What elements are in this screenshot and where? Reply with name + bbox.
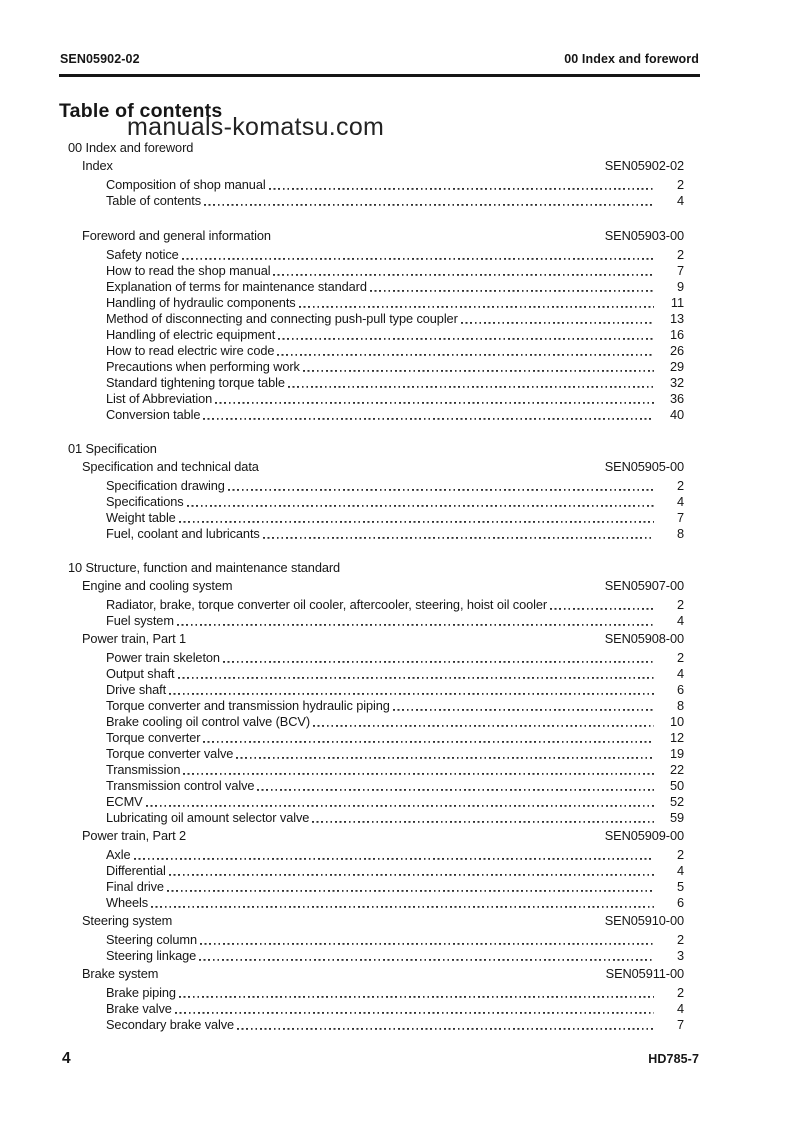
entry-label: Composition of shop manual <box>106 177 266 192</box>
entry-label: Lubricating oil amount selector valve <box>106 810 310 825</box>
entry-label: Drive shaft <box>106 682 167 697</box>
toc-entry <box>106 327 684 343</box>
chapter-code: SEN05911-00 <box>605 966 684 981</box>
watermark-text: manuals-komatsu.com <box>127 113 385 141</box>
entry-dot-leader <box>179 985 654 1001</box>
toc-section <box>60 560 684 1033</box>
entry-label: ECMV <box>106 794 143 809</box>
chapter-row <box>82 828 684 844</box>
entry-dot-leader <box>299 295 654 311</box>
footer-page-number: 4 <box>62 1050 71 1067</box>
entry-page-number: 2 <box>676 478 684 493</box>
toc-entry <box>106 863 684 879</box>
chapter-row <box>82 966 684 982</box>
toc-entry <box>106 526 684 542</box>
entry-label: Brake valve <box>106 1001 172 1016</box>
entry-dot-leader <box>146 794 654 810</box>
toc-entry <box>106 177 684 193</box>
entry-label: Wheels <box>106 895 149 910</box>
entry-page-number: 13 <box>669 311 684 326</box>
entry-page-number: 3 <box>676 948 684 963</box>
toc-entry <box>106 375 684 391</box>
entry-dot-leader <box>370 279 654 295</box>
toc-entry <box>106 359 684 375</box>
entry-dot-leader <box>179 510 654 526</box>
toc-entry <box>106 407 684 423</box>
chapter-title: Foreword and general information <box>82 228 271 243</box>
entry-dot-leader <box>313 714 654 730</box>
toc-entry <box>106 762 684 778</box>
page-header <box>60 52 699 66</box>
entry-dot-leader <box>178 666 654 682</box>
toc-entry <box>106 295 684 311</box>
entry-page-number: 8 <box>676 698 684 713</box>
entry-page-number: 4 <box>676 193 684 208</box>
entry-page-number: 36 <box>669 391 684 406</box>
chapter-code: SEN05902-02 <box>604 158 684 173</box>
entry-page-number: 50 <box>669 778 684 793</box>
entry-dot-leader <box>177 613 654 629</box>
toc-entry <box>106 746 684 762</box>
entry-dot-leader <box>288 375 654 391</box>
entry-label: Conversion table <box>106 407 201 422</box>
entry-page-number: 2 <box>676 985 684 1000</box>
toc-entry <box>106 948 684 964</box>
chapter-row <box>82 158 684 174</box>
entry-page-number: 2 <box>676 177 684 192</box>
footer-model-code: HD785-7 <box>648 1052 699 1066</box>
entry-label: Specifications <box>106 494 184 509</box>
chapter-title: Engine and cooling system <box>82 578 233 593</box>
entry-page-number: 2 <box>676 650 684 665</box>
toc-entry <box>106 879 684 895</box>
page-footer <box>60 1050 699 1068</box>
section-label: 01 Specification <box>68 441 157 456</box>
entry-dot-leader <box>228 478 654 494</box>
toc <box>60 140 684 1033</box>
entry-dot-leader <box>393 698 654 714</box>
entry-page-number: 9 <box>676 279 684 294</box>
entry-label: Fuel, coolant and lubricants <box>106 526 260 541</box>
entry-page-number: 4 <box>676 1001 684 1016</box>
entry-label: Differential <box>106 863 166 878</box>
chapter-row <box>82 631 684 647</box>
chapter-row <box>82 228 684 244</box>
entry-page-number: 8 <box>676 526 684 541</box>
chapter-row <box>82 913 684 929</box>
entry-page-number: 10 <box>669 714 684 729</box>
entry-page-number: 7 <box>676 263 684 278</box>
toc-entry <box>106 247 684 263</box>
toc-entry <box>106 311 684 327</box>
toc-entry <box>106 650 684 666</box>
chapter-code: SEN05903-00 <box>604 228 684 243</box>
entry-page-number: 2 <box>676 597 684 612</box>
toc-entry <box>106 714 684 730</box>
entry-page-number: 2 <box>676 932 684 947</box>
entry-page-number: 7 <box>676 510 684 525</box>
entry-page-number: 12 <box>669 730 684 745</box>
toc-entry <box>106 1017 684 1033</box>
toc-entry <box>106 1001 684 1017</box>
section-label: 00 Index and foreword <box>68 140 194 155</box>
entry-label: Radiator, brake, torque converter oil cooler, aftercooler, steering, hoist oil cooler <box>106 597 548 612</box>
entry-page-number: 6 <box>676 895 684 910</box>
header-section-title: 00 Index and foreword <box>564 52 699 66</box>
toc-section <box>60 441 684 542</box>
toc-entry <box>106 847 684 863</box>
entry-label: Steering column <box>106 932 197 947</box>
toc-entry <box>106 810 684 826</box>
entry-page-number: 2 <box>676 847 684 862</box>
entry-label: Secondary brake valve <box>106 1017 235 1032</box>
entry-dot-leader <box>277 343 654 359</box>
entry-label: Handling of hydraulic components <box>106 295 296 310</box>
entry-page-number: 4 <box>676 613 684 628</box>
entry-label: Explanation of terms for maintenance standard <box>106 279 367 294</box>
entry-dot-leader <box>312 810 654 826</box>
toc-entry <box>106 794 684 810</box>
entry-dot-leader <box>203 407 654 423</box>
chapter-title: Brake system <box>82 966 159 981</box>
entry-page-number: 19 <box>669 746 684 761</box>
entry-dot-leader <box>550 597 654 613</box>
entry-dot-leader <box>269 177 654 193</box>
entry-page-number: 29 <box>669 359 684 374</box>
toc-entry <box>106 193 684 209</box>
entry-label: Brake piping <box>106 985 176 1000</box>
entry-label: Transmission control valve <box>106 778 255 793</box>
entry-label: How to read the shop manual <box>106 263 271 278</box>
toc-entry <box>106 510 684 526</box>
entry-dot-leader <box>200 932 654 948</box>
entry-page-number: 16 <box>669 327 684 342</box>
entry-page-number: 4 <box>676 863 684 878</box>
entry-label: Fuel system <box>106 613 174 628</box>
chapter-row <box>82 578 684 594</box>
entry-label: Torque converter valve <box>106 746 234 761</box>
entry-page-number: 26 <box>669 343 684 358</box>
entry-label: Steering linkage <box>106 948 197 963</box>
entry-dot-leader <box>204 193 654 209</box>
toc-entry <box>106 730 684 746</box>
entry-dot-leader <box>273 263 654 279</box>
chapter-title: Steering system <box>82 913 173 928</box>
toc-entry <box>106 494 684 510</box>
toc-entry <box>106 597 684 613</box>
page-title: Table of contents <box>59 100 223 122</box>
chapter-code: SEN05909-00 <box>604 828 684 843</box>
toc-entry <box>106 263 684 279</box>
toc-entry <box>106 778 684 794</box>
entry-dot-leader <box>215 391 654 407</box>
toc-entry <box>106 895 684 911</box>
toc-entry <box>106 391 684 407</box>
toc-entry <box>106 698 684 714</box>
entry-dot-leader <box>134 847 655 863</box>
toc-entry <box>106 985 684 1001</box>
toc-entry <box>106 343 684 359</box>
entry-dot-leader <box>169 682 654 698</box>
entry-dot-leader <box>461 311 654 327</box>
entry-dot-leader <box>167 879 654 895</box>
chapter-code: SEN05907-00 <box>604 578 684 593</box>
toc-entry <box>106 932 684 948</box>
entry-label: Transmission <box>106 762 181 777</box>
section-label: 10 Structure, function and maintenance standard <box>68 560 341 575</box>
entry-dot-leader <box>183 762 654 778</box>
entry-label: List of Abbreviation <box>106 391 213 406</box>
entry-dot-leader <box>175 1001 654 1017</box>
entry-page-number: 5 <box>676 879 684 894</box>
chapter-code: SEN05905-00 <box>604 459 684 474</box>
entry-label: Output shaft <box>106 666 175 681</box>
entry-dot-leader <box>237 1017 654 1033</box>
entry-dot-leader <box>236 746 654 762</box>
toc-entry <box>106 478 684 494</box>
entry-dot-leader <box>203 730 654 746</box>
chapter-row <box>82 459 684 475</box>
entry-page-number: 4 <box>676 666 684 681</box>
entry-page-number: 32 <box>669 375 684 390</box>
entry-page-number: 6 <box>676 682 684 697</box>
entry-label: Method of disconnecting and connecting push-pull type coupler <box>106 311 458 326</box>
header-rule <box>59 74 700 77</box>
entry-label: Power train skeleton <box>106 650 220 665</box>
entry-dot-leader <box>278 327 654 343</box>
entry-dot-leader <box>223 650 654 666</box>
entry-label: Weight table <box>106 510 176 525</box>
entry-dot-leader <box>263 526 654 542</box>
entry-label: Final drive <box>106 879 164 894</box>
toc-entry <box>106 613 684 629</box>
entry-page-number: 59 <box>669 810 684 825</box>
entry-dot-leader <box>151 895 654 911</box>
entry-label: Axle <box>106 847 131 862</box>
entry-page-number: 2 <box>676 247 684 262</box>
chapter-title: Specification and technical data <box>82 459 259 474</box>
toc-entry <box>106 279 684 295</box>
entry-dot-leader <box>257 778 654 794</box>
entry-dot-leader <box>187 494 654 510</box>
entry-label: Table of contents <box>106 193 202 208</box>
entry-label: Precautions when performing work <box>106 359 300 374</box>
chapter-code: SEN05908-00 <box>604 631 684 646</box>
entry-page-number: 22 <box>669 762 684 777</box>
chapter-title: Power train, Part 2 <box>82 828 187 843</box>
entry-page-number: 4 <box>676 494 684 509</box>
entry-label: How to read electric wire code <box>106 343 275 358</box>
entry-label: Brake cooling oil control valve (BCV) <box>106 714 310 729</box>
chapter-code: SEN05910-00 <box>604 913 684 928</box>
toc-section <box>60 140 684 423</box>
entry-label: Specification drawing <box>106 478 225 493</box>
entry-label: Safety notice <box>106 247 179 262</box>
entry-dot-leader <box>169 863 654 879</box>
entry-label: Torque converter and transmission hydraulic piping <box>106 698 390 713</box>
entry-page-number: 11 <box>670 295 684 310</box>
header-doc-code: SEN05902-02 <box>60 52 140 66</box>
entry-dot-leader <box>182 247 654 263</box>
toc-entry <box>106 666 684 682</box>
entry-label: Standard tightening torque table <box>106 375 285 390</box>
entry-page-number: 40 <box>669 407 684 422</box>
toc-entry <box>106 682 684 698</box>
entry-page-number: 7 <box>676 1017 684 1032</box>
chapter-title: Index <box>82 158 113 173</box>
entry-dot-leader <box>303 359 654 375</box>
entry-label: Torque converter <box>106 730 201 745</box>
entry-dot-leader <box>199 948 654 964</box>
entry-page-number: 52 <box>669 794 684 809</box>
chapter-title: Power train, Part 1 <box>82 631 187 646</box>
entry-label: Handling of electric equipment <box>106 327 276 342</box>
